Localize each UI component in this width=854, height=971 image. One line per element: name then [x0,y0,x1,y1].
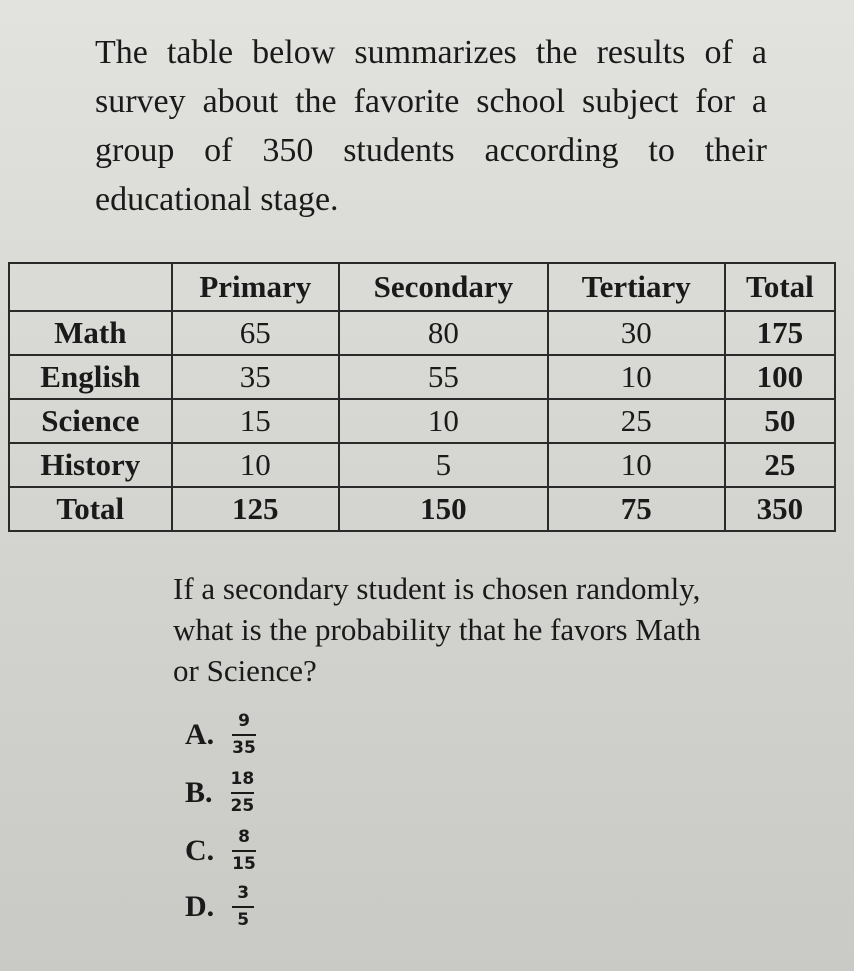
choice-letter: C. [185,834,215,867]
cell-tertiary: 25 [548,399,725,443]
denominator: 15 [232,854,256,874]
denominator: 35 [232,738,256,758]
table-row-english [9,355,835,399]
denominator: 25 [230,796,255,816]
numerator: 3 [237,883,250,903]
numerator: 8 [238,827,250,847]
row-label: Total [9,487,172,531]
fraction [232,828,256,874]
fraction [232,884,254,930]
fraction [231,770,255,816]
cell-total: 175 [725,311,835,355]
choice-letter: A. [185,718,215,751]
header-corner [9,263,172,311]
cell-secondary: 80 [339,311,548,355]
choice-letter: D. [185,890,215,923]
choice-d[interactable] [185,884,254,930]
cell-tertiary: 75 [548,487,725,531]
row-label: English [9,355,172,399]
choice-b[interactable] [185,770,254,816]
survey-table [8,262,836,532]
choice-letter: B. [185,776,213,809]
cell-secondary: 55 [339,355,548,399]
cell-total: 50 [725,399,835,443]
cell-secondary: 5 [339,443,548,487]
choice-a[interactable] [185,712,256,758]
fraction-bar [232,734,256,736]
cell-primary: 10 [172,443,339,487]
denominator: 5 [237,910,250,930]
header-tertiary: Tertiary [548,263,725,311]
table-row-history [9,443,835,487]
cell-primary: 15 [172,399,339,443]
header-secondary: Secondary [339,263,548,311]
fraction-bar [232,850,256,852]
table-row-total [9,487,835,531]
row-label: Science [9,399,172,443]
row-label: History [9,443,172,487]
cell-total: 350 [725,487,835,531]
cell-tertiary: 10 [548,355,725,399]
header-total: Total [725,263,835,311]
cell-total: 25 [725,443,835,487]
question-text: If a secondary student is chosen randomly, what is the probability that he favors Math or Science? [173,571,701,688]
header-primary: Primary [172,263,339,311]
cell-secondary: 150 [339,487,548,531]
cell-primary: 65 [172,311,339,355]
table-row-math [9,311,835,355]
table-header-row [9,263,835,311]
numerator: 9 [238,711,250,731]
intro-paragraph: The table below summarizes the results of a survey about the favorite school subject for a group of 350 students according to their educational stage. [95,34,767,218]
fraction-bar [231,792,255,794]
cell-primary: 125 [172,487,339,531]
row-label: Math [9,311,172,355]
table-row-science [9,399,835,443]
fraction-bar [232,906,254,908]
cell-tertiary: 10 [548,443,725,487]
cell-total: 100 [725,355,835,399]
cell-secondary: 10 [339,399,548,443]
cell-primary: 35 [172,355,339,399]
fraction [232,712,256,758]
choice-c[interactable] [185,828,256,874]
numerator: 18 [230,769,255,789]
cell-tertiary: 30 [548,311,725,355]
